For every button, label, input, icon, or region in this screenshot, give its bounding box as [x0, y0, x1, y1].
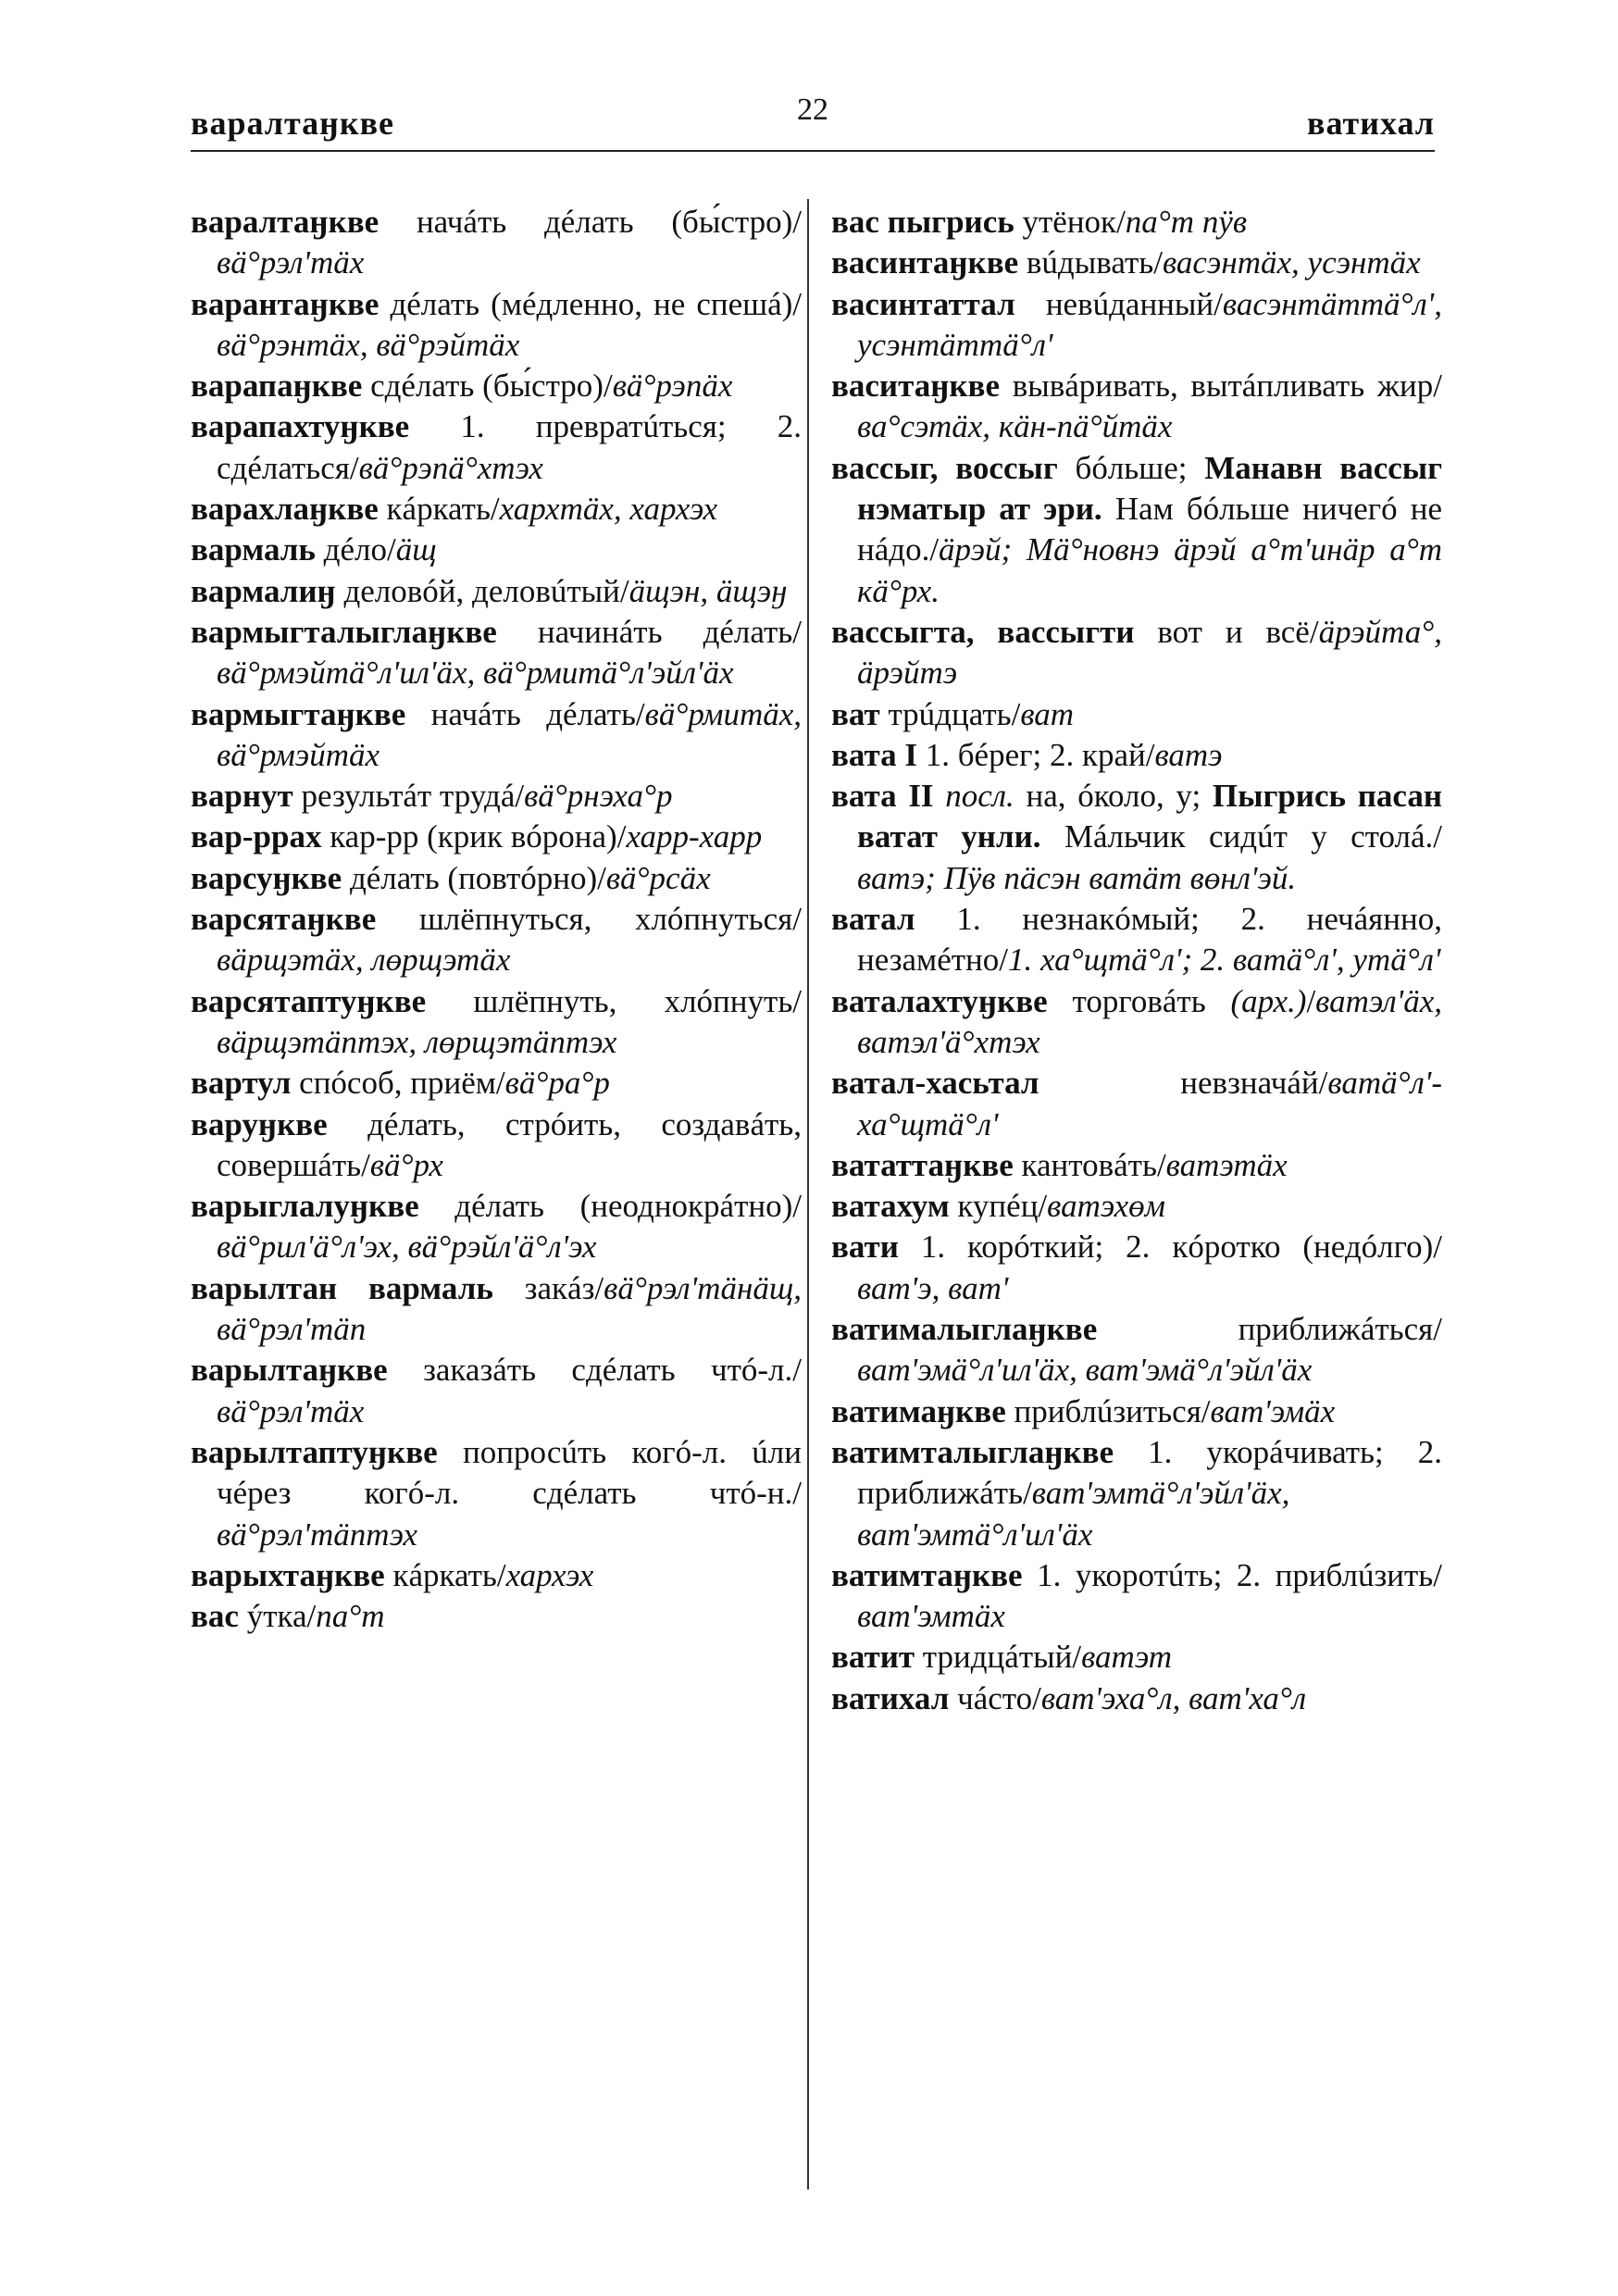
dictionary-entry: [191, 489, 802, 530]
dialect-variant: вä°рмэйтä°л'ил'äх, вä°рмитä°л'эйл'äх: [217, 655, 734, 692]
definition: 1. незнакóмый; 2. нечáянно, незамéтно/: [857, 901, 1442, 979]
headword: вартул: [191, 1065, 292, 1102]
definition: 1. укоротúть; 2. приблúзить/: [1022, 1556, 1442, 1593]
dictionary-entry: [191, 1596, 802, 1637]
dialect-variant: äрэй; Мä°новнэ äрэй а°т'инäр а°т кä°рх.: [857, 531, 1442, 609]
headword: васинтаттал: [831, 285, 1015, 322]
dictionary-entry: [831, 448, 1442, 612]
dialect-variant: äщ: [395, 531, 437, 568]
dialect-variant: вä°рмитäх, вä°рмэйтäх: [217, 695, 802, 773]
dialect-variant: ватä°л'-ха°щтä°л': [857, 1065, 1442, 1142]
definition: купéц/: [949, 1188, 1048, 1225]
dictionary-entry: [191, 366, 802, 406]
definition: начинáть дéлать/: [496, 613, 802, 650]
headword: ватимтаӈкве: [831, 1556, 1023, 1593]
headword: вассыгта, вассыгти: [831, 613, 1135, 650]
dictionary-entry: [191, 694, 802, 777]
example-phrase: Пыгрись пасан ватат унли.: [857, 778, 1443, 855]
dictionary-entry: [831, 243, 1442, 283]
dialect-variant: вä°рэл'тäх: [217, 1392, 365, 1429]
headword: вармыгталыглаӈкве: [191, 613, 497, 650]
definition: сдéлать (бы́стро)/: [362, 368, 613, 405]
definition: начáть дéлать/: [405, 695, 645, 732]
dialect-variant: па°т: [316, 1598, 385, 1635]
definition: кар-рр (крик вóрона)/: [321, 818, 627, 855]
headword: вас: [191, 1598, 239, 1635]
dialect-variant: васэнтäх, усэнтäх: [1162, 244, 1421, 281]
dialect-variant: хархэх: [505, 1556, 594, 1593]
dictionary-entry: [831, 1063, 1442, 1145]
dictionary-entry: [191, 530, 802, 570]
dictionary-entry: [831, 612, 1442, 694]
definition: вúдывать/: [1018, 244, 1163, 281]
definition: приближáться/: [1097, 1311, 1442, 1348]
left-column: [191, 202, 802, 1637]
dictionary-entry: [191, 1555, 802, 1596]
headword: ватал: [831, 901, 915, 938]
dictionary-entry: [831, 981, 1442, 1064]
definition: заказáть сдéлать чтó-л./: [387, 1352, 802, 1389]
dictionary-entry: [831, 1678, 1442, 1719]
definition: [934, 778, 946, 814]
dictionary-entry: [191, 858, 802, 899]
headword: вататтаӈкве: [831, 1146, 1014, 1183]
headword: ватихал: [831, 1679, 950, 1716]
definition: на, óколо, у;: [1014, 778, 1213, 815]
dialect-variant: вä°рэл'тäптэх: [217, 1516, 417, 1553]
right-column: [831, 202, 1442, 1719]
dialect-variant: вä°рнэха°р: [524, 778, 673, 815]
headword: варапахтуӈкве: [191, 408, 410, 445]
headword: ваталахтуӈкве: [831, 982, 1048, 1019]
headword: вас пыгрись: [831, 204, 1014, 240]
definition: результáт трудá/: [292, 778, 525, 815]
dialect-variant: ватэт: [1081, 1639, 1173, 1676]
headword: вата I: [831, 736, 917, 773]
headword: варахлаӈкве: [191, 491, 379, 528]
headword: варсуӈкве: [191, 859, 342, 896]
headword: варсятаӈкве: [191, 901, 377, 938]
definition: деловóй, деловúтый/: [335, 572, 629, 609]
headword: варылтаптуӈкве: [191, 1433, 438, 1470]
definition: кáркать/: [384, 1556, 506, 1593]
headword: васитаӈкве: [831, 368, 1000, 405]
definition: бóльше;: [1057, 449, 1205, 486]
dialect-variant: вä°рил'ä°л'эх, вä°рэйл'ä°л'эх: [217, 1229, 597, 1266]
headword: вар-ррах: [191, 818, 322, 855]
headword: васинтаӈкве: [831, 244, 1019, 281]
definition: шлёпнуться, хлóпнуться/: [376, 901, 802, 938]
definition: 1. укорáчивать; 2. приближáть/: [857, 1433, 1442, 1512]
dialect-variant: па°т пӱв: [1125, 204, 1248, 240]
definition: приблúзиться/: [1005, 1392, 1211, 1429]
dictionary-entry: [831, 366, 1442, 448]
dialect-variant: ватэ; Пӱв пäсэн ватäт вөнл'эй.: [857, 859, 1297, 896]
dictionary-entry: [191, 1063, 802, 1104]
headword: варуӈкве: [191, 1105, 328, 1142]
dictionary-entry: [191, 612, 802, 694]
headword: вармалиӈ: [191, 572, 336, 609]
headword: ватималыглаӈкве: [831, 1311, 1098, 1348]
dictionary-entry: [831, 1637, 1442, 1678]
dialect-variant: вä°рх: [369, 1146, 443, 1183]
definition: тридцáтый/: [915, 1639, 1082, 1676]
dialect-variant: ватэл'äх, ватэл'ä°хтэх: [857, 982, 1442, 1060]
dialect-variant: вä°рэпäх: [612, 368, 733, 405]
definition: вывáривать, вытáпливать жир/: [1000, 368, 1442, 405]
dictionary-entry: [191, 981, 802, 1064]
definition: попросúть когó-л. úли чéрез когó-л. сдéлать чтó-н./: [217, 1433, 802, 1512]
dialect-variant: ват'эмтä°л'эйл'äх, ват'эмтä°л'ил'äх: [857, 1475, 1290, 1553]
definition: дéло/: [315, 531, 396, 568]
dictionary-entry: [191, 899, 802, 981]
dialect-variant: ватэтäх: [1165, 1146, 1288, 1183]
headword: варапаӈкве: [191, 368, 363, 405]
page-number: 22: [797, 93, 828, 127]
dialect-variant: ватэ: [1154, 736, 1223, 773]
dialect-variant: вä°рэл'тäнäщ, вä°рэл'тäп: [217, 1269, 802, 1348]
dialect-variant: ват'э, ват': [857, 1269, 1009, 1306]
dialect-variant: ва°сэтäх, кäн-пä°йтäх: [857, 408, 1173, 445]
headword: ватимталыглаӈкве: [831, 1433, 1114, 1470]
column-divider: [807, 199, 809, 2190]
dialect-variant: ват'эха°л, ват'ха°л: [1040, 1679, 1307, 1716]
definition: чáсто/: [949, 1679, 1041, 1716]
definition: кантовáть/: [1013, 1146, 1166, 1183]
headword: ватал-хасьтал: [831, 1065, 1039, 1102]
dialect-variant: вäрщэтäх, лөрщэтäх: [217, 942, 511, 979]
dictionary-entry: [831, 1432, 1442, 1555]
dialect-variant: вä°рэл'тäх: [217, 244, 365, 281]
dictionary-entry: [191, 406, 802, 489]
header-rule: [191, 150, 1435, 152]
dialect-variant: ват'эмä°л'ил'äх, ват'эмä°л'эйл'äх: [857, 1352, 1313, 1389]
dictionary-entry: [831, 694, 1442, 735]
headword: ватит: [831, 1639, 915, 1676]
headword: вассыг, воссыг: [831, 449, 1058, 486]
dictionary-entry: [191, 1186, 802, 1268]
definition: спóсоб, приём/: [291, 1065, 505, 1102]
headword: вармыгтаӈкве: [191, 695, 406, 732]
dictionary-entry: [831, 1186, 1442, 1227]
example-translation: Мáльчик сидúт у столá./: [1040, 818, 1442, 855]
dialect-variant: вä°рэпä°хтэх: [358, 449, 543, 486]
dictionary-entry: [831, 1555, 1442, 1638]
headword: вармаль: [191, 531, 316, 568]
headword: вати: [831, 1229, 899, 1266]
definition: дéлать (неоднокрáтно)/: [418, 1188, 802, 1225]
definition: закáз/: [492, 1269, 604, 1306]
dialect-variant: ват'эмäх: [1210, 1392, 1336, 1429]
dialect-variant: ват'эмтäх: [857, 1598, 1005, 1635]
page-header: [191, 93, 1435, 148]
dictionary-entry: [831, 1145, 1442, 1186]
headword: варалтаӈкве: [191, 204, 380, 240]
dictionary-entry: [831, 735, 1442, 776]
definition: невзначáй/: [1039, 1065, 1328, 1102]
headword: ватахум: [831, 1188, 950, 1225]
definition: дéлать (повтóрно)/: [342, 859, 606, 896]
dialect-variant: вä°ра°р: [504, 1065, 610, 1102]
headword: варыглалуӈкве: [191, 1188, 419, 1225]
dictionary-entry: [831, 1391, 1442, 1432]
headword: варсятаптуӈкве: [191, 982, 427, 1019]
headword: варыхтаӈкве: [191, 1556, 385, 1593]
dictionary-entry: [191, 202, 802, 284]
headword: ват: [831, 695, 880, 732]
definition: шлёпнуть, хлóпнуть/: [426, 982, 802, 1019]
dictionary-entry: [831, 284, 1442, 367]
definition: утёнок/: [1014, 204, 1126, 240]
headword: ватимаӈкве: [831, 1392, 1006, 1429]
definition: начáть дéлать (бы́стро)/: [379, 204, 802, 240]
dictionary-entry: [831, 1227, 1442, 1309]
definition: кáркать/: [378, 491, 500, 528]
headword: варылтан вармаль: [191, 1269, 493, 1306]
grammar-label: (арх.): [1230, 982, 1307, 1019]
definition: вот и всё/: [1134, 613, 1319, 650]
definition: 1. превратúться; 2. сдéлаться/: [217, 408, 802, 486]
dialect-variant: äщэн, äщэӈ: [629, 572, 788, 609]
dictionary-entry: [191, 1350, 802, 1432]
definition: невúданный/: [1014, 285, 1223, 322]
dialect-variant: вäрщэтäптэх, лөрщэтäптэх: [217, 1023, 617, 1060]
headword: варылтаӈкве: [191, 1352, 388, 1389]
dialect-variant: васэнтäттä°л', усэнтäттä°л': [857, 285, 1442, 363]
definition: дéлать, стрóить, создавáть, совершáть/: [217, 1105, 802, 1183]
definition: торговáть: [1047, 982, 1231, 1019]
dictionary-entry: [191, 1104, 802, 1187]
headword: варнут: [191, 778, 293, 815]
definition: дéлать (мéдленно, не спешá)/: [379, 285, 802, 322]
running-head-right: ватихал: [1307, 105, 1435, 142]
headword: вата II: [831, 778, 934, 815]
dialect-variant: äрэйта°, äрэйтэ: [857, 613, 1442, 692]
running-head-left: варалтаӈкве: [191, 105, 395, 142]
grammar-label: посл.: [945, 778, 1014, 815]
dictionary-entry: [831, 202, 1442, 243]
dictionary-entry: [831, 899, 1442, 981]
dictionary-entry: [191, 571, 802, 612]
dictionary-entry: [191, 1432, 802, 1555]
definition: 1. корóткий; 2. кóротко (недóлго)/: [898, 1229, 1442, 1266]
dialect-variant: ват: [1020, 695, 1075, 732]
example-translation: Нам бóльше ничегó не нáдо./: [857, 491, 1442, 568]
dialect-variant: харр-харр: [626, 818, 763, 855]
dialect-variant: вä°рэнтäх, вä°рэйтäх: [217, 326, 520, 363]
dictionary-entry: [191, 776, 802, 817]
dictionary-entry: [191, 1268, 802, 1351]
dictionary-entry: [191, 284, 802, 367]
dialect-variant: ватэхөм: [1047, 1188, 1165, 1225]
dictionary-entry: [191, 817, 802, 857]
dialect-variant: 1. ха°щтä°л'; 2. ватä°л', утä°л': [1008, 942, 1441, 979]
dictionary-entry: [831, 1309, 1442, 1391]
definition: 1. бéрег; 2. край/: [917, 736, 1155, 773]
dialect-variant: вä°рсäх: [605, 859, 711, 896]
dictionary-entry: [831, 776, 1442, 899]
example-phrase: Манавн вассыг нэматыр ат эри.: [857, 449, 1442, 528]
headword: варантаӈкве: [191, 285, 380, 322]
dialect-variant: хархтäх, хархэх: [499, 491, 718, 528]
definition: /: [1306, 982, 1316, 1019]
definition: трúдцать/: [879, 695, 1021, 732]
definition: ýтка/: [238, 1598, 317, 1635]
